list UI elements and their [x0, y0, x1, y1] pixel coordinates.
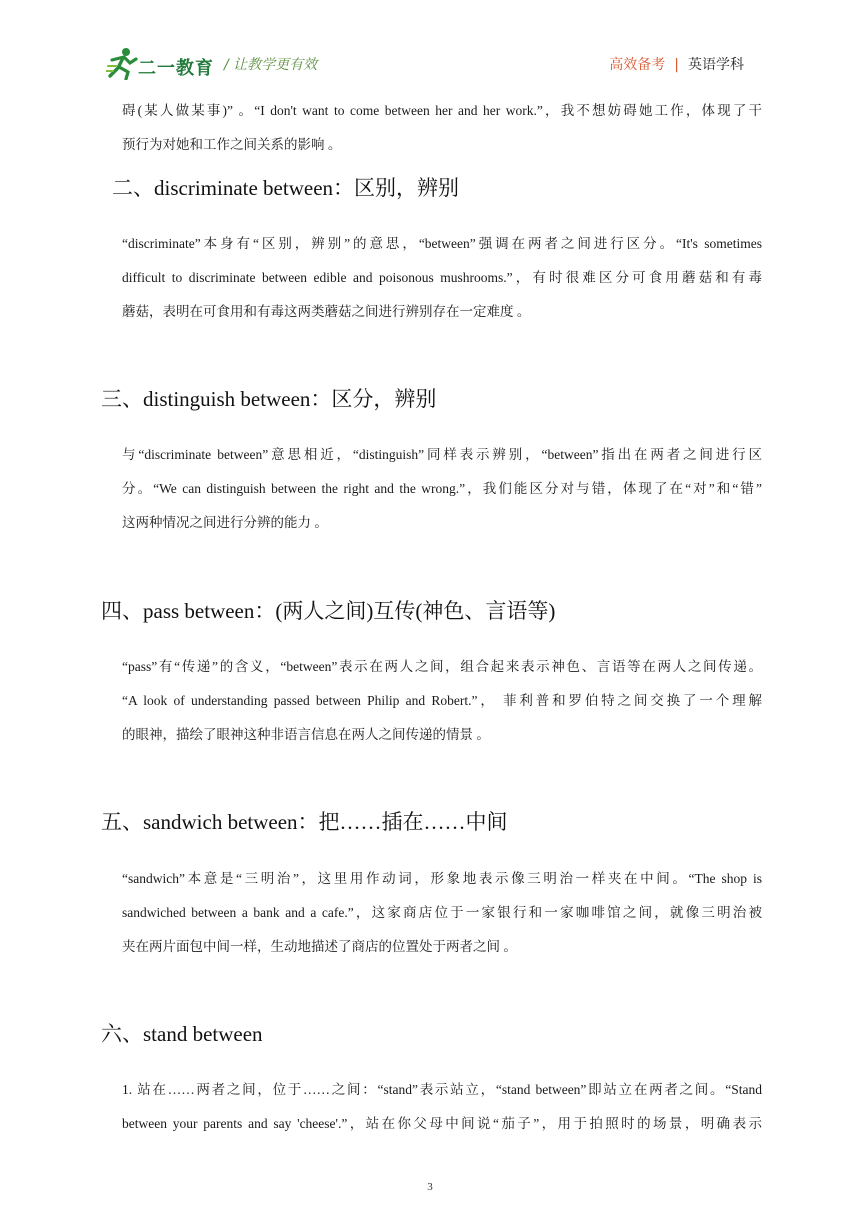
- header-subject: [609, 54, 744, 74]
- section-5-line-3: 夹在两片面包中间一样，生动地描述了商店的位置处于两者之间 。: [122, 939, 517, 954]
- section-2-line-3: 蘑菇，表明在可食用和有毒这两类蘑菇之间进行辨别存在一定难度 。: [122, 304, 531, 319]
- section-5-line-1: “sandwich”本意是“三明治”，这里用作动词，形象地表示像三明治一样夹在中间。“The shop is: [122, 871, 762, 886]
- section-2-line-2: difficult to discriminate between edible and poisonous mushrooms.”，有时很难区分可食用蘑菇和有毒: [122, 270, 762, 285]
- page-header: [0, 0, 860, 90]
- section-6-line-1: 1. 站在……两者之间，位于……之间：“stand”表示站立，“stand between”即站立在两者之间。“Stand: [122, 1082, 762, 1097]
- section-heading-2: 二、discriminate between：区别，辨别: [112, 176, 460, 200]
- runner-logo-icon: [106, 46, 138, 80]
- section-4-line-2: “A look of understanding passed between Philip and Robert.”， 菲利普和罗伯特之间交换了一个理解: [122, 693, 762, 708]
- header-subject-label: 英语学科: [688, 57, 744, 73]
- section-2-line-1: “discriminate”本身有“区别，辨别”的意思，“between”强调在两者之间进行区分。“It's sometimes: [122, 236, 762, 251]
- page-number: 3: [427, 1181, 433, 1193]
- section-heading-3: 三、distinguish between：区分，辨别: [101, 387, 437, 411]
- section-heading-5: 五、sandwich between：把……插在……中间: [101, 810, 508, 834]
- section-heading-4: 四、pass between：(两人之间)互传(神色、言语等): [101, 599, 556, 623]
- header-divider: |: [674, 57, 679, 73]
- section-3-line-3: 这两种情况之间进行分辨的能力 。: [122, 515, 328, 530]
- logo: [106, 46, 218, 80]
- logo-text: 二一教育: [138, 58, 214, 79]
- intro-line-2: 预行为对她和工作之间关系的影响 。: [122, 137, 342, 152]
- section-3-line-2: 分。“We can distinguish between the right and the wrong.”，我们能区分对与错，体现了在“对”和“错”: [122, 481, 762, 496]
- intro-line-1: 碍(某人做某事)” 。“I don't want to come between her and her work.”，我不想妨碍她工作，体现了干: [122, 103, 762, 118]
- section-heading-6: 六、stand between: [101, 1022, 263, 1046]
- section-4-line-3: 的眼神，描绘了眼神这种非语言信息在两人之间传递的情景 。: [122, 727, 490, 742]
- section-3-line-1: 与“discriminate between”意思相近，“distinguish”同样表示辨别，“between”指出在两者之间进行区: [122, 447, 762, 462]
- section-5-line-2: sandwiched between a bank and a cafe.”，这家商店位于一家银行和一家咖啡馆之间，就像三明治被: [122, 905, 762, 920]
- slogan: / 让教学更有效: [224, 57, 318, 73]
- section-4-line-1: “pass”有“传递”的含义，“between”表示在两人之间，组合起来表示神色、言语等在两人之间传递。: [122, 659, 762, 674]
- section-6-line-2: between your parents and say 'cheese'.”，站在你父母中间说“茄子”，用于拍照时的场景，明确表示: [122, 1116, 762, 1131]
- header-exam-label: 高效备考: [609, 57, 666, 73]
